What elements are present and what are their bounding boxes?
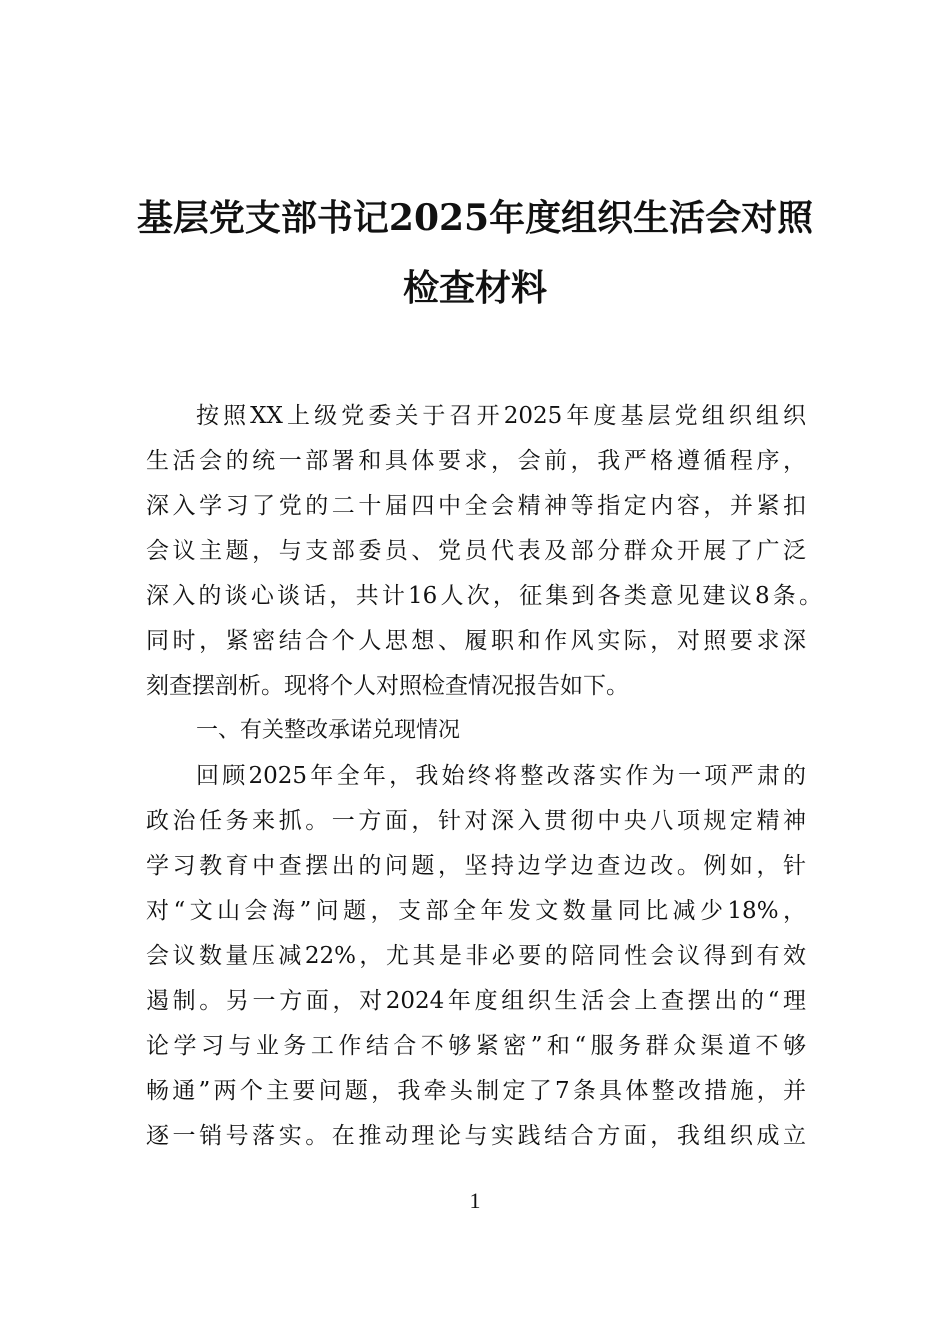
intro-paragraph-line: 深入的谈心谈话，共计16人次，征集到各类意见建议8条。	[146, 583, 822, 609]
section-paragraph-line: 学习教育中查摆出的问题，坚持边学边查边改。例如，针	[146, 853, 806, 879]
section-paragraph-line: 逐一销号落实。在推动理论与实践结合方面，我组织成立	[146, 1123, 806, 1149]
intro-paragraph-line: 同时，紧密结合个人思想、履职和作风实际，对照要求深	[146, 628, 806, 654]
section-paragraph-line: 回顾2025年全年，我始终将整改落实作为一项严肃的	[196, 763, 806, 789]
section-paragraph-line: 政治任务来抓。一方面，针对深入贯彻中央八项规定精神	[146, 808, 806, 834]
intro-paragraph-line: 生活会的统一部署和具体要求，会前，我严格遵循程序，	[146, 448, 806, 474]
intro-paragraph-line: 深入学习了党的二十届四中全会精神等指定内容，并紧扣	[146, 493, 806, 519]
page-number: 1	[469, 1188, 481, 1213]
section-heading: 一、有关整改承诺兑现情况	[196, 718, 461, 743]
document-title-line-2: 检查材料	[402, 267, 547, 309]
section-paragraph-line: 对“文山会海”问题，支部全年发文数量同比减少18%，	[146, 898, 806, 924]
intro-paragraph-line: 刻查摆剖析。现将个人对照检查情况报告如下。	[146, 673, 629, 699]
section-paragraph-line: 遏制。另一方面，对2024年度组织生活会上查摆出的“理	[146, 988, 806, 1014]
section-paragraph-line: 论学习与业务工作结合不够紧密”和“服务群众渠道不够	[146, 1033, 806, 1059]
intro-paragraph-line: 会议主题，与支部委员、党员代表及部分群众开展了广泛	[146, 538, 806, 564]
section-paragraph-line: 会议数量压减22%，尤其是非必要的陪同性会议得到有效	[146, 943, 806, 969]
intro-paragraph-line: 按照XX上级党委关于召开2025年度基层党组织组织	[196, 403, 806, 429]
section-paragraph-line: 畅通”两个主要问题，我牵头制定了7条具体整改措施，并	[146, 1078, 806, 1104]
document-title-line-1: 基层党支部书记2025年度组织生活会对照	[136, 197, 814, 239]
